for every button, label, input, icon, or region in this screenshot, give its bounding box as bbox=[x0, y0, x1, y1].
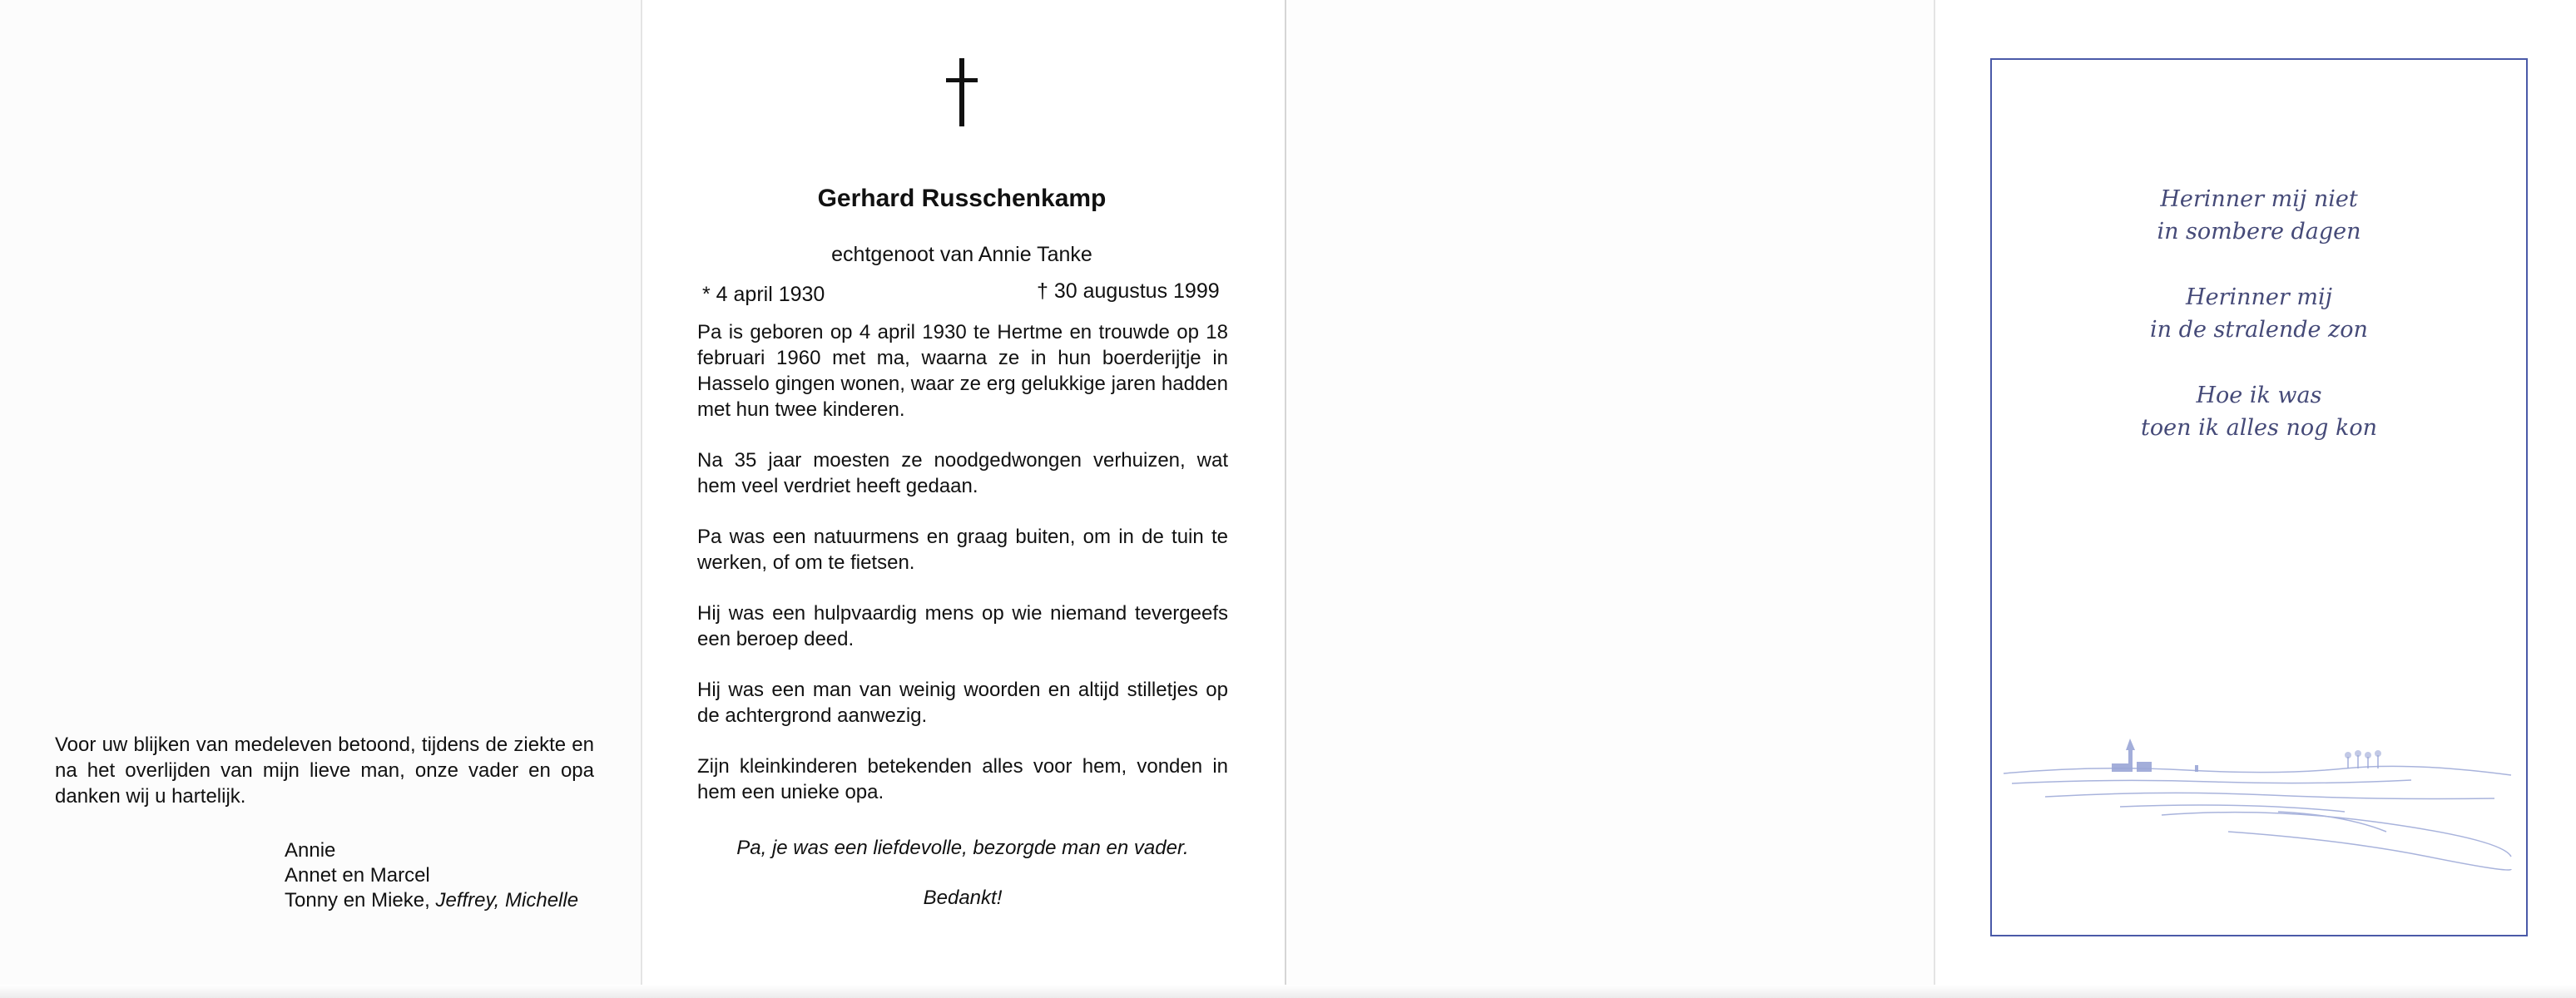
biography-paragraph: Hij was een hulpvaardig mens op wie niemand tevergeefs een beroep deed. bbox=[697, 602, 1228, 650]
fold-line bbox=[1934, 0, 1935, 998]
death-date bbox=[1037, 279, 1220, 304]
thank-you-message: Voor uw blijken van medeleven betoond, tijdens de ziekte en na het overlijden van mijn lieve man, onze vader en opa danken wij u hartelijk. bbox=[55, 734, 594, 808]
landscape-illustration bbox=[1995, 732, 2519, 873]
poem-stanza bbox=[1990, 281, 2528, 346]
poem-line: in de stralende zon bbox=[2150, 317, 2368, 343]
card-panel-blank bbox=[1285, 0, 1934, 998]
spouse-line: echtgenoot van Annie Tanke bbox=[831, 243, 1092, 266]
signers bbox=[285, 838, 578, 913]
poem-line: Herinner mij bbox=[2186, 284, 2332, 310]
deceased-name: Gerhard Russchenkamp bbox=[817, 185, 1107, 212]
poem-line: Herinner mij niet bbox=[2160, 186, 2358, 212]
biography-paragraph: Pa was een natuurmens en graag buiten, om in de tuin te werken, of om te fietsen. bbox=[697, 526, 1228, 574]
card-divider bbox=[1285, 0, 1286, 998]
closing-thanks: Bedankt! bbox=[923, 887, 1003, 909]
closing-line: Pa, je was een liefdevolle, bezorgde man en vader. bbox=[736, 837, 1189, 859]
biography-paragraph: Zijn kleinkinderen betekenden alles voor hem, vonden in hem een unieke opa. bbox=[697, 755, 1228, 803]
death-date-text: 30 augustus 1999 bbox=[1053, 279, 1220, 303]
cross-icon bbox=[938, 58, 986, 126]
poem-stanza bbox=[1990, 183, 2528, 248]
fold-line bbox=[641, 0, 642, 998]
signer-grandchildren: Jeffrey, Michelle bbox=[435, 889, 579, 912]
biography-paragraph: Na 35 jaar moesten ze noodgedwongen verhuizen, wat hem veel verdriet heeft gedaan. bbox=[697, 449, 1228, 497]
birth-date: * 4 april 1930 bbox=[702, 283, 825, 306]
card-bottom-edge bbox=[0, 985, 2576, 998]
signer-line bbox=[285, 888, 578, 913]
death-cross-icon: † bbox=[1037, 279, 1048, 303]
biography bbox=[697, 319, 1228, 830]
biography-paragraph: Hij was een man van weinig woorden en altijd stilletjes op de achtergrond aanwezig. bbox=[697, 679, 1228, 727]
poem-line: toen ik alles nog kon bbox=[2141, 415, 2377, 441]
poem-line: in sombere dagen bbox=[2157, 219, 2361, 245]
poem-line: Hoe ik was bbox=[2196, 383, 2322, 408]
signer-line: Annet en Marcel bbox=[285, 864, 430, 887]
signer-parents: Tonny en Mieke, bbox=[285, 889, 436, 912]
signer-line: Annie bbox=[285, 839, 336, 862]
poem bbox=[1990, 183, 2528, 477]
poem-stanza bbox=[1990, 379, 2528, 444]
biography-paragraph: Pa is geboren op 4 april 1930 te Hertme en trouwde op 18 februari 1960 met ma, waarna ze in hun boerderijtje in Hasselo gingen wonen, waar ze erg gelukkige jaren hadden met hun twee kinderen. bbox=[697, 321, 1228, 421]
